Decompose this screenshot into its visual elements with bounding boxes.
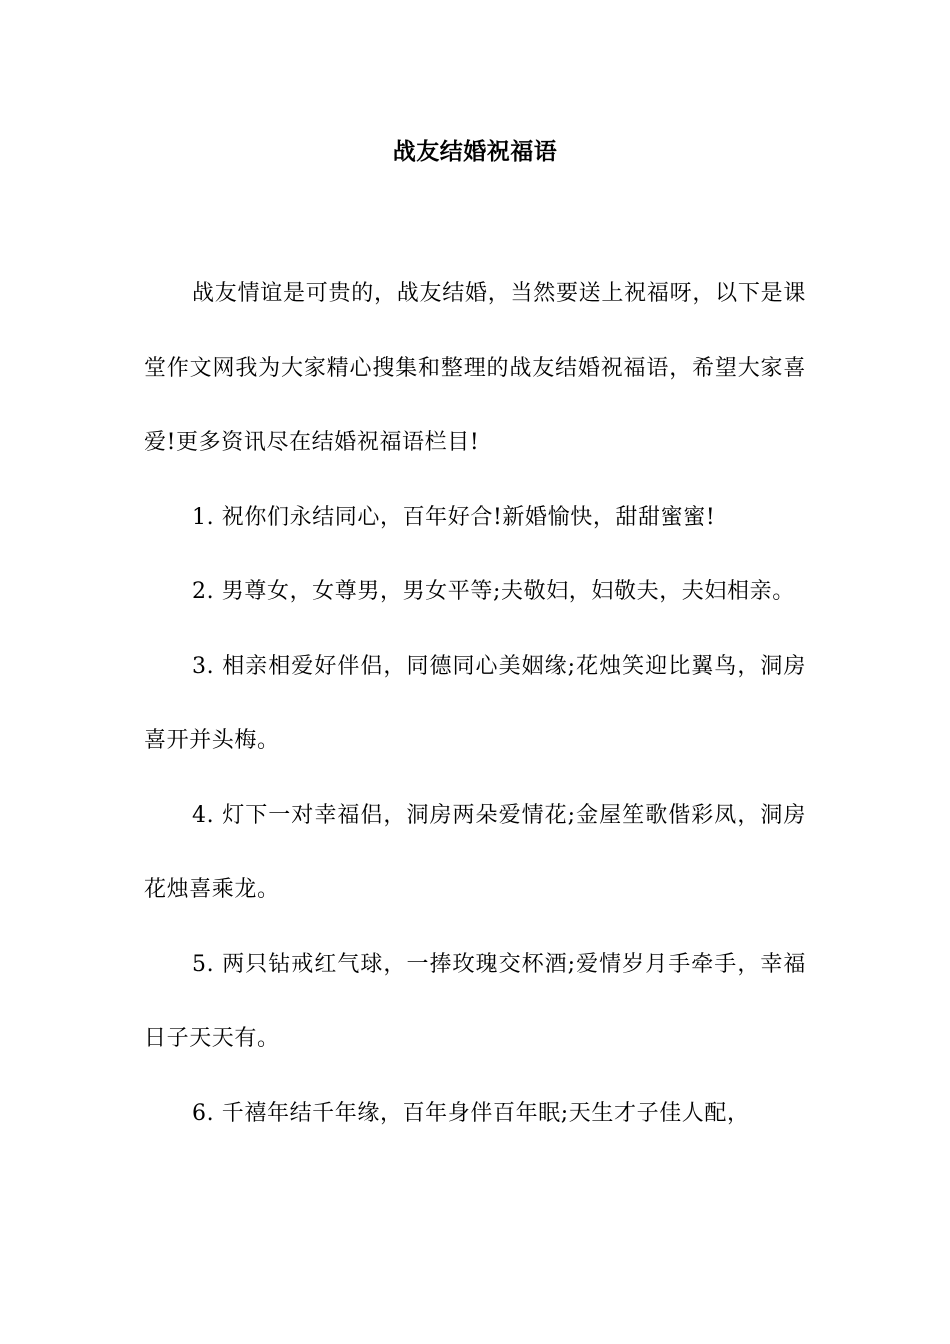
document-title: 战友结婚祝福语 xyxy=(392,139,558,165)
blessing-item-2: 2. 男尊女，女尊男，男女平等;夫敬妇，妇敬夫，夫妇相亲。 xyxy=(192,579,795,604)
blessing-item-6: 6. 千禧年结千年缘，百年身伴百年眠;天生才子佳人配， xyxy=(192,1100,750,1126)
blessing-item-1: 1. 祝你们永结同心，百年好合!新婚愉快，甜甜蜜蜜! xyxy=(192,504,716,530)
document-body xyxy=(144,257,806,1151)
blessing-item-4: 4. 灯下一对幸福侣，洞房两朵爱情花;金屋笙歌偕彩凤，洞房花烛喜乘龙。 xyxy=(144,802,806,902)
intro-paragraph: 战友情谊是可贵的，战友结婚，当然要送上祝福呀，以下是课堂作文网我为大家精心搜集和整理的战友结婚祝福语，希望大家喜爱!更多资讯尽在结婚祝福语栏目! xyxy=(144,281,806,455)
blessing-item-5: 5. 两只钻戒红气球，一捧玫瑰交杯酒;爱情岁月手牵手，幸福日子天天有。 xyxy=(144,951,806,1051)
blessing-item-3: 3. 相亲相爱好伴侣，同德同心美姻缘;花烛笑迎比翼鸟，洞房喜开并头梅。 xyxy=(144,653,806,753)
